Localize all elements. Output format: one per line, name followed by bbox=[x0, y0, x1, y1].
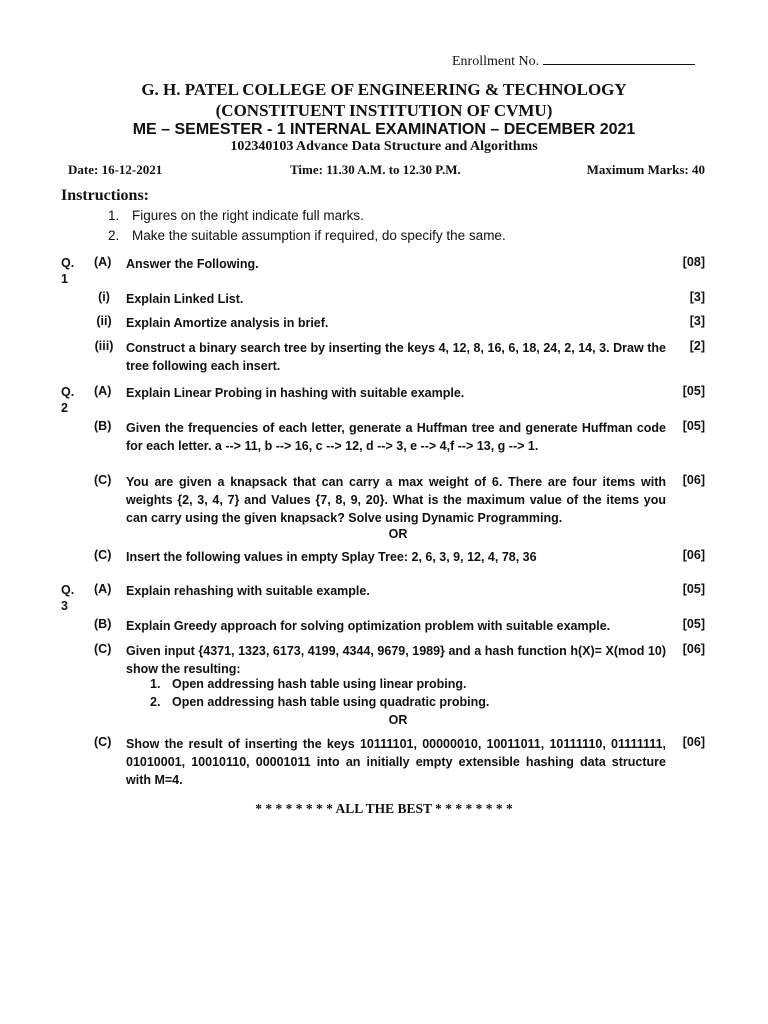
question-3-label: Q. 3 bbox=[61, 583, 75, 613]
list-text: Open addressing hash table using quadratic probing. bbox=[172, 695, 490, 709]
q3-b-marks: [05] bbox=[682, 617, 705, 631]
q3-c-list-item bbox=[150, 695, 489, 709]
q2-or-divider: OR bbox=[388, 527, 408, 541]
instruction-number: 2. bbox=[108, 228, 120, 243]
closing-message: * * * * * * * * ALL THE BEST * * * * * * * * bbox=[255, 801, 513, 816]
q1-i-label: (i) bbox=[98, 290, 110, 304]
list-text: Open addressing hash table using linear probing. bbox=[172, 677, 467, 691]
q3-or-divider: OR bbox=[388, 713, 408, 727]
q3-c-list-item bbox=[150, 677, 467, 691]
exam-date: Date: 16-12-2021 bbox=[68, 162, 163, 177]
q1-a-marks: [08] bbox=[682, 255, 705, 269]
q1-a-label: (A) bbox=[94, 255, 112, 269]
q3-c-text: Given input {4371, 1323, 6173, 4199, 4344, 9679, 1989} and a hash function h(X)= X(mod 10) show the resulting: bbox=[126, 644, 666, 676]
q3-c-label: (C) bbox=[94, 642, 112, 656]
q1-ii-marks: [3] bbox=[689, 314, 705, 328]
question-1-label: Q. 1 bbox=[61, 256, 75, 286]
list-number: 2. bbox=[150, 695, 161, 709]
max-marks: Maximum Marks: 40 bbox=[586, 162, 705, 177]
q3-a-label: (A) bbox=[94, 582, 112, 596]
q2-b-label: (B) bbox=[94, 419, 112, 433]
q1-iii-label: (iii) bbox=[94, 339, 114, 353]
enrollment-blank-line bbox=[543, 52, 695, 65]
course-title: 102340103 Advance Data Structure and Algorithms bbox=[230, 139, 538, 154]
exam-time: Time: 11.30 A.M. to 12.30 P.M. bbox=[290, 162, 461, 177]
q1-i-text: Explain Linked List. bbox=[126, 292, 244, 306]
q2-c-text: You are given a knapsack that can carry a max weight of 6. There are four items with weights {2, 3, 4, 7} and Values {7, 8, 9, 20}. What is the maximum value of the items you can carry using the given knapsack? Solve using Dynamic Programming. bbox=[126, 475, 666, 525]
q1-ii-text: Explain Amortize analysis in brief. bbox=[126, 316, 329, 330]
instruction-text: Figures on the right indicate full marks. bbox=[132, 208, 364, 223]
instruction-item bbox=[108, 208, 364, 223]
q2-c-alt-marks: [06] bbox=[682, 548, 705, 562]
q3-c-alt-text: Show the result of inserting the keys 10111101, 00000010, 10011011, 10111110, 01111111, 01010001, 10010110, 00001011 into an initially empty extensible hashing data structure with M=4. bbox=[126, 737, 666, 787]
q1-iii-text: Construct a binary search tree by inserting the keys 4, 12, 8, 16, 6, 18, 24, 2, 14, 3. Draw the tree following each insert. bbox=[126, 341, 666, 373]
q3-c-marks: [06] bbox=[682, 642, 705, 656]
q1-iii-marks: [2] bbox=[689, 339, 705, 353]
instruction-item bbox=[108, 228, 506, 243]
q1-i-marks: [3] bbox=[689, 290, 705, 304]
q3-b-text: Explain Greedy approach for solving optimization problem with suitable example. bbox=[126, 619, 611, 633]
q2-c-alt-text: Insert the following values in empty Splay Tree: 2, 6, 3, 9, 12, 4, 78, 36 bbox=[126, 550, 537, 564]
list-number: 1. bbox=[150, 677, 161, 691]
enrollment-field bbox=[452, 52, 695, 70]
q2-c-alt-label: (C) bbox=[94, 548, 112, 562]
exam-title: ME – SEMESTER - 1 INTERNAL EXAMINATION – DECEMBER 2021 bbox=[132, 121, 636, 138]
q2-a-text: Explain Linear Probing in hashing with suitable example. bbox=[126, 386, 465, 400]
institution-name: (CONSTITUENT INSTITUTION OF CVMU) bbox=[215, 101, 553, 120]
q3-b-label: (B) bbox=[94, 617, 112, 631]
q1-a-text: Answer the Following. bbox=[126, 257, 259, 271]
q2-a-marks: [05] bbox=[682, 384, 705, 398]
q2-c-label: (C) bbox=[94, 473, 112, 487]
question-2-label: Q. 2 bbox=[61, 385, 75, 415]
college-name: G. H. PATEL COLLEGE OF ENGINEERING & TECHNOLOGY bbox=[141, 80, 627, 99]
enrollment-label: Enrollment No. bbox=[452, 54, 540, 69]
instruction-number: 1. bbox=[108, 208, 120, 223]
instructions-title: Instructions: bbox=[61, 187, 150, 204]
q2-c-marks: [06] bbox=[682, 473, 705, 487]
q2-a-label: (A) bbox=[94, 384, 112, 398]
q1-ii-label: (ii) bbox=[96, 314, 112, 328]
q3-a-marks: [05] bbox=[682, 582, 705, 596]
q3-c-alt-marks: [06] bbox=[682, 735, 705, 749]
q2-b-marks: [05] bbox=[682, 419, 705, 433]
q3-c-alt-label: (C) bbox=[94, 735, 112, 749]
instruction-text: Make the suitable assumption if required, do specify the same. bbox=[132, 228, 506, 243]
q2-b-text: Given the frequencies of each letter, generate a Huffman tree and generate Huffman code for each letter. a --> 11, b --> 16, c --> 12, d --> 3, e --> 4,f --> 13, g --> 1. bbox=[126, 421, 666, 453]
q3-a-text: Explain rehashing with suitable example. bbox=[126, 584, 370, 598]
